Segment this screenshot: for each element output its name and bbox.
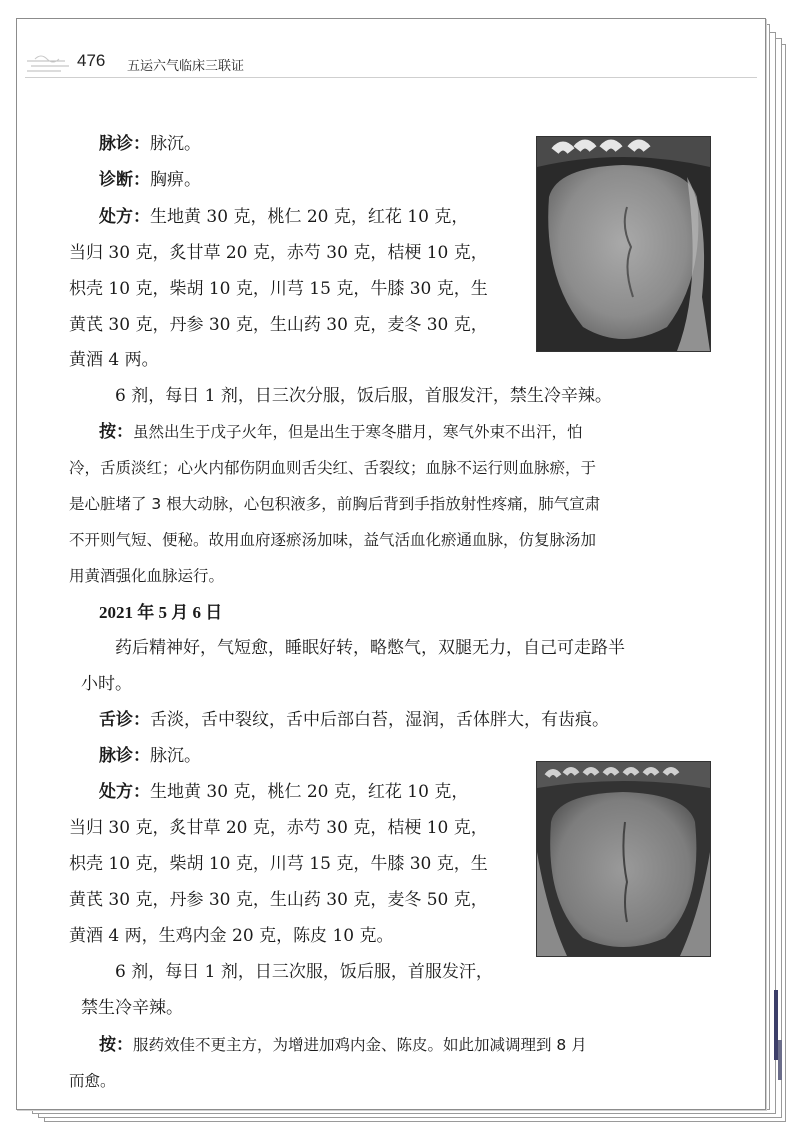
visit-date: 2021 年 5 月 6 日: [99, 603, 223, 622]
progress-line: 小时。: [81, 674, 132, 694]
header-rule: [25, 77, 757, 78]
book-title: 五运六气临床三联证: [127, 59, 245, 74]
book-page: [16, 18, 766, 1110]
tongue-label: 舌诊：: [99, 710, 150, 730]
note-text: 虽然出生于戊子火年，但是出生于寒冬腊月，寒气外束不出汗，怕: [133, 423, 583, 441]
pulse-text: 脉沉。: [150, 134, 201, 154]
prescription-line: 枳壳 10 克，柴胡 10 克，川芎 15 克，牛膝 30 克，生: [69, 854, 488, 874]
page-edge-mark: [778, 1040, 782, 1080]
note-line: [99, 415, 583, 450]
progress-line: 药后精神好，气短愈，睡眠好转，略憋气，双腿无力，自己可走路半: [115, 638, 625, 658]
dosage-line: 6 剂，每日 1 剂，日三次服，饭后服，首服发汗，: [115, 962, 493, 982]
prescription-text: 生地黄 30 克，桃仁 20 克，红花 10 克，: [150, 782, 469, 802]
diagnosis-label: 诊断：: [99, 170, 150, 190]
note-label: 按：: [99, 1035, 133, 1055]
page-number: 476: [77, 51, 106, 70]
tongue-photo: [536, 761, 711, 957]
prescription-line: 当归 30 克，炙甘草 20 克，赤芍 30 克，桔梗 10 克，: [69, 243, 488, 263]
prescription-line: 黄酒 4 两。: [69, 350, 159, 370]
tongue-photo-image: [537, 137, 710, 351]
prescription-line: 黄酒 4 两，生鸡内金 20 克，陈皮 10 克。: [69, 926, 394, 946]
tongue-line: [99, 703, 609, 738]
tongue-photo: [536, 136, 711, 352]
pulse-line: [99, 127, 201, 162]
wave-ornament-icon: [25, 51, 77, 77]
prescription-line: 枳壳 10 克，柴胡 10 克，川芎 15 克，牛膝 30 克，生: [69, 279, 488, 299]
diagnosis-text: 胸痹。: [150, 170, 201, 190]
prescription-label: 处方：: [99, 782, 150, 802]
pulse-label: 脉诊：: [99, 746, 150, 766]
prescription-text: 生地黄 30 克，桃仁 20 克，红花 10 克，: [150, 207, 469, 227]
note-line: [99, 1028, 587, 1063]
dosage-line: 6 剂，每日 1 剂，日三次分服，饭后服，首服发汗，禁生冷辛辣。: [115, 386, 612, 406]
note-label: 按：: [99, 422, 133, 442]
prescription-line: 当归 30 克，炙甘草 20 克，赤芍 30 克，桔梗 10 克，: [69, 818, 488, 838]
note-text: 服药效佳不更主方，为增进加鸡内金、陈皮。如此加减调理到 8 月: [133, 1036, 587, 1054]
diagnosis-line: [99, 163, 201, 198]
prescription-line: [99, 200, 468, 235]
tongue-photo-image: [537, 762, 710, 956]
note-line: 而愈。: [69, 1072, 116, 1090]
pulse-label: 脉诊：: [99, 134, 150, 154]
prescription-line: 黄芪 30 克，丹参 30 克，生山药 30 克，麦冬 50 克，: [69, 890, 488, 910]
prescription-line: 黄芪 30 克，丹参 30 克，生山药 30 克，麦冬 30 克，: [69, 315, 488, 335]
prescription-line: [99, 775, 468, 810]
dosage-line: 禁生冷辛辣。: [81, 998, 183, 1018]
pulse-line: [99, 739, 201, 774]
prescription-label: 处方：: [99, 207, 150, 227]
note-line: 冷，舌质淡红；心火内郁伤阴血则舌尖红、舌裂纹；血脉不运行则血脉瘀，于: [69, 459, 597, 477]
note-line: 用黄酒强化血脉运行。: [69, 567, 225, 585]
pulse-text: 脉沉。: [150, 746, 201, 766]
note-line: 是心脏堵了 3 根大动脉，心包积液多，前胸后背到手指放射性疼痛，肺气宣肃: [69, 495, 601, 513]
note-line: 不开则气短、便秘。故用血府逐瘀汤加味，益气活血化瘀通血脉，仿复脉汤加: [69, 531, 597, 549]
tongue-text: 舌淡，舌中裂纹，舌中后部白苔，湿润，舌体胖大，有齿痕。: [150, 710, 609, 730]
running-header: [17, 49, 765, 79]
